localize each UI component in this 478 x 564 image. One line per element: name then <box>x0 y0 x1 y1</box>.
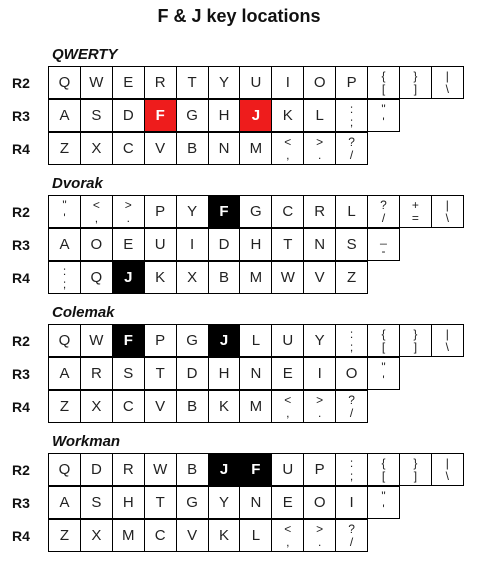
keycap-highlighted-f: F <box>144 99 177 132</box>
keycap-shift-legend: { <box>381 68 386 83</box>
keycap-base-legend: / <box>349 405 354 420</box>
keycap-i: I <box>335 486 368 519</box>
keycap-symbol <box>431 324 464 357</box>
row-label-r2: R2 <box>12 462 30 478</box>
keycap-symbol <box>399 324 432 357</box>
keycap-base-legend: . <box>318 534 322 549</box>
row-label-r4: R4 <box>12 528 30 544</box>
keycap-o: O <box>335 357 368 390</box>
keycap-n: N <box>239 357 272 390</box>
keycap-symbol <box>271 519 304 552</box>
keycap-symbol <box>80 195 113 228</box>
keycap-n: N <box>303 228 336 261</box>
keycap-shift-legend: > <box>124 197 132 212</box>
keycap-h: H <box>208 357 241 390</box>
keycap-symbol <box>48 261 81 294</box>
keycap-base-legend: . <box>318 405 322 420</box>
keycap-symbol <box>399 453 432 486</box>
keycap-shift-legend: | <box>445 326 449 341</box>
keycap-i: I <box>271 66 304 99</box>
keycap-x: X <box>80 132 113 165</box>
keycap-shift-legend: { <box>381 455 386 470</box>
keycap-p: P <box>144 324 177 357</box>
keycap-y: Y <box>303 324 336 357</box>
keycap-highlighted-j: J <box>208 453 241 486</box>
row-label-r3: R3 <box>12 495 30 511</box>
keycap-symbol <box>48 195 81 228</box>
keycap-base-legend: [ <box>381 468 386 483</box>
keycap-symbol <box>431 66 464 99</box>
row-label-r4: R4 <box>12 141 30 157</box>
row-label-r3: R3 <box>12 108 30 124</box>
keycap-b: B <box>176 132 209 165</box>
keycap-symbol <box>367 324 400 357</box>
keycap-base-legend: \ <box>445 468 449 483</box>
keycap-g: G <box>239 195 272 228</box>
keycap-shift-legend: : <box>349 326 354 341</box>
keycap-u: U <box>271 453 304 486</box>
keycap-z: Z <box>335 261 368 294</box>
keycap-shift-legend: " <box>381 359 386 374</box>
keycap-d: D <box>208 228 241 261</box>
keycap-symbol <box>271 132 304 165</box>
keycap-k: K <box>208 519 241 552</box>
keycap-base-legend: \ <box>445 339 449 354</box>
keycap-u: U <box>239 66 272 99</box>
keycap-shift-legend: { <box>381 326 386 341</box>
keycap-base-legend: ' <box>382 372 385 387</box>
keycap-base-legend: . <box>318 147 322 162</box>
keycap-base-legend: , <box>286 534 290 549</box>
keycap-symbol <box>335 99 368 132</box>
keycap-y: Y <box>176 195 209 228</box>
keycap-base-legend: = <box>411 210 419 225</box>
keycap-h: H <box>112 486 145 519</box>
keycap-s: S <box>335 228 368 261</box>
keycap-g: G <box>176 324 209 357</box>
keycap-z: Z <box>48 390 81 423</box>
keycap-symbol <box>367 486 400 519</box>
keycap-g: G <box>176 99 209 132</box>
keycap-shift-legend: > <box>316 392 324 407</box>
keycap-w: W <box>144 453 177 486</box>
layout-name-dvorak: Dvorak <box>52 175 103 192</box>
keycap-d: D <box>112 99 145 132</box>
keycap-w: W <box>80 324 113 357</box>
keycap-base-legend: [ <box>381 81 386 96</box>
keycap-symbol <box>367 99 400 132</box>
keycap-shift-legend: ? <box>348 134 355 149</box>
keycap-base-legend: ; <box>349 468 354 483</box>
keycap-shift-legend: | <box>445 455 449 470</box>
keycap-e: E <box>271 357 304 390</box>
keycap-i: I <box>176 228 209 261</box>
keycap-p: P <box>144 195 177 228</box>
keycap-shift-legend: > <box>316 134 324 149</box>
keycap-m: M <box>239 132 272 165</box>
keycap-t: T <box>176 66 209 99</box>
row-label-r2: R2 <box>12 75 30 91</box>
keycap-highlighted-f: F <box>112 324 145 357</box>
keycap-base-legend: / <box>381 210 386 225</box>
keycap-r: R <box>80 357 113 390</box>
keycap-b: B <box>208 261 241 294</box>
keycap-m: M <box>112 519 145 552</box>
keycap-u: U <box>271 324 304 357</box>
keycap-symbol <box>335 324 368 357</box>
keycap-e: E <box>271 486 304 519</box>
keycap-x: X <box>80 519 113 552</box>
keycap-base-legend: ; <box>349 339 354 354</box>
keycap-shift-legend: < <box>284 134 292 149</box>
keycap-base-legend: ; <box>349 114 354 129</box>
keycap-shift-legend: ? <box>348 521 355 536</box>
keycap-base-legend: \ <box>445 210 449 225</box>
keycap-d: D <box>176 357 209 390</box>
keycap-n: N <box>208 132 241 165</box>
keycap-base-legend: ' <box>63 210 66 225</box>
keycap-symbol <box>367 66 400 99</box>
keycap-symbol <box>367 228 400 261</box>
keycap-shift-legend: " <box>381 488 386 503</box>
keycap-shift-legend: " <box>381 101 386 116</box>
keycap-v: V <box>144 390 177 423</box>
keycap-symbol <box>303 132 336 165</box>
keycap-a: A <box>48 357 81 390</box>
keycap-shift-legend: } <box>413 455 418 470</box>
keycap-c: C <box>144 519 177 552</box>
keycap-symbol <box>367 357 400 390</box>
keycap-shift-legend: } <box>413 326 418 341</box>
keycap-z: Z <box>48 519 81 552</box>
layout-name-qwerty: QWERTY <box>52 46 118 63</box>
keycap-symbol <box>367 195 400 228</box>
keycap-shift-legend: ? <box>380 197 387 212</box>
keycap-c: C <box>271 195 304 228</box>
keycap-symbol <box>431 453 464 486</box>
keycap-l: L <box>239 324 272 357</box>
keycap-highlighted-j: J <box>239 99 272 132</box>
keycap-y: Y <box>208 486 241 519</box>
keycap-highlighted-j: J <box>112 261 145 294</box>
keycap-w: W <box>80 66 113 99</box>
keycap-n: N <box>239 486 272 519</box>
keycap-base-legend: [ <box>381 339 386 354</box>
keycap-p: P <box>335 66 368 99</box>
keycap-base-legend: ] <box>413 81 418 96</box>
keycap-e: E <box>112 66 145 99</box>
keycap-shift-legend: + <box>411 197 419 212</box>
keycap-k: K <box>271 99 304 132</box>
keycap-base-legend: ' <box>382 501 385 516</box>
keycap-symbol <box>399 195 432 228</box>
keycap-b: B <box>176 453 209 486</box>
keycap-x: X <box>176 261 209 294</box>
keycap-base-legend: ] <box>413 468 418 483</box>
keycap-a: A <box>48 486 81 519</box>
keycap-i: I <box>303 357 336 390</box>
keycap-highlighted-j: J <box>208 324 241 357</box>
keycap-t: T <box>271 228 304 261</box>
keycap-symbol <box>335 390 368 423</box>
keycap-t: T <box>144 486 177 519</box>
keycap-shift-legend: ? <box>348 392 355 407</box>
keycap-y: Y <box>208 66 241 99</box>
keycap-o: O <box>303 486 336 519</box>
keycap-symbol <box>271 390 304 423</box>
keycap-c: C <box>112 390 145 423</box>
keycap-m: M <box>239 390 272 423</box>
keycap-shift-legend: < <box>284 392 292 407</box>
keycap-s: S <box>80 486 113 519</box>
keycap-symbol <box>335 132 368 165</box>
keycap-z: Z <box>48 132 81 165</box>
keycap-highlighted-f: F <box>208 195 241 228</box>
keycap-v: V <box>303 261 336 294</box>
row-label-r2: R2 <box>12 204 30 220</box>
keycap-symbol <box>335 453 368 486</box>
keycap-a: A <box>48 99 81 132</box>
keycap-shift-legend: : <box>62 263 67 278</box>
keycap-l: L <box>303 99 336 132</box>
keycap-base-legend: ; <box>62 276 67 291</box>
keycap-t: T <box>144 357 177 390</box>
keycap-highlighted-f: F <box>239 453 272 486</box>
keycap-l: L <box>335 195 368 228</box>
keycap-b: B <box>176 390 209 423</box>
row-label-r2: R2 <box>12 333 30 349</box>
keycap-g: G <box>176 486 209 519</box>
keycap-shift-legend: > <box>316 521 324 536</box>
keycap-o: O <box>303 66 336 99</box>
keycap-v: V <box>144 132 177 165</box>
keycap-shift-legend: : <box>349 101 354 116</box>
keycap-symbol <box>399 66 432 99</box>
keycap-symbol <box>335 519 368 552</box>
keycap-h: H <box>208 99 241 132</box>
keycap-a: A <box>48 228 81 261</box>
page-title: F & J key locations <box>157 6 321 26</box>
layout-name-workman: Workman <box>52 433 121 450</box>
keycap-o: O <box>80 228 113 261</box>
keycap-base-legend: \ <box>445 81 449 96</box>
keycap-base-legend: / <box>349 147 354 162</box>
keycap-k: K <box>144 261 177 294</box>
keycap-base-legend: - <box>381 243 386 258</box>
row-label-r4: R4 <box>12 270 30 286</box>
keycap-k: K <box>208 390 241 423</box>
row-label-r4: R4 <box>12 399 30 415</box>
keycap-base-legend: , <box>286 147 290 162</box>
row-label-r3: R3 <box>12 237 30 253</box>
layout-name-colemak: Colemak <box>52 304 115 321</box>
keycap-r: R <box>112 453 145 486</box>
keycap-shift-legend: | <box>445 197 449 212</box>
keycap-c: C <box>112 132 145 165</box>
keycap-shift-legend: < <box>284 521 292 536</box>
keycap-q: Q <box>48 324 81 357</box>
keycap-v: V <box>176 519 209 552</box>
keycap-x: X <box>80 390 113 423</box>
keycap-symbol <box>431 195 464 228</box>
keycap-shift-legend: } <box>413 68 418 83</box>
keycap-base-legend: ] <box>413 339 418 354</box>
keycap-base-legend: ' <box>382 114 385 129</box>
keycap-p: P <box>303 453 336 486</box>
keycap-shift-legend: < <box>92 197 100 212</box>
keycap-l: L <box>239 519 272 552</box>
keycap-m: M <box>239 261 272 294</box>
keycap-q: Q <box>48 453 81 486</box>
keycap-base-legend: , <box>286 405 290 420</box>
row-label-r3: R3 <box>12 366 30 382</box>
keycap-shift-legend: | <box>445 68 449 83</box>
keycap-u: U <box>144 228 177 261</box>
keycap-symbol <box>303 519 336 552</box>
keycap-e: E <box>112 228 145 261</box>
keycap-symbol <box>367 453 400 486</box>
keycap-shift-legend: : <box>349 455 354 470</box>
keycap-base-legend: , <box>94 210 99 225</box>
keycap-q: Q <box>48 66 81 99</box>
keycap-d: D <box>80 453 113 486</box>
keycap-shift-legend: _ <box>380 230 387 245</box>
keycap-r: R <box>144 66 177 99</box>
keycap-base-legend: . <box>126 210 130 225</box>
keycap-base-legend: / <box>349 534 354 549</box>
keycap-w: W <box>271 261 304 294</box>
keycap-shift-legend: " <box>62 197 67 212</box>
keycap-r: R <box>303 195 336 228</box>
keycap-q: Q <box>80 261 113 294</box>
keycap-h: H <box>239 228 272 261</box>
keycap-s: S <box>80 99 113 132</box>
keycap-s: S <box>112 357 145 390</box>
keycap-symbol <box>303 390 336 423</box>
keycap-symbol <box>112 195 145 228</box>
